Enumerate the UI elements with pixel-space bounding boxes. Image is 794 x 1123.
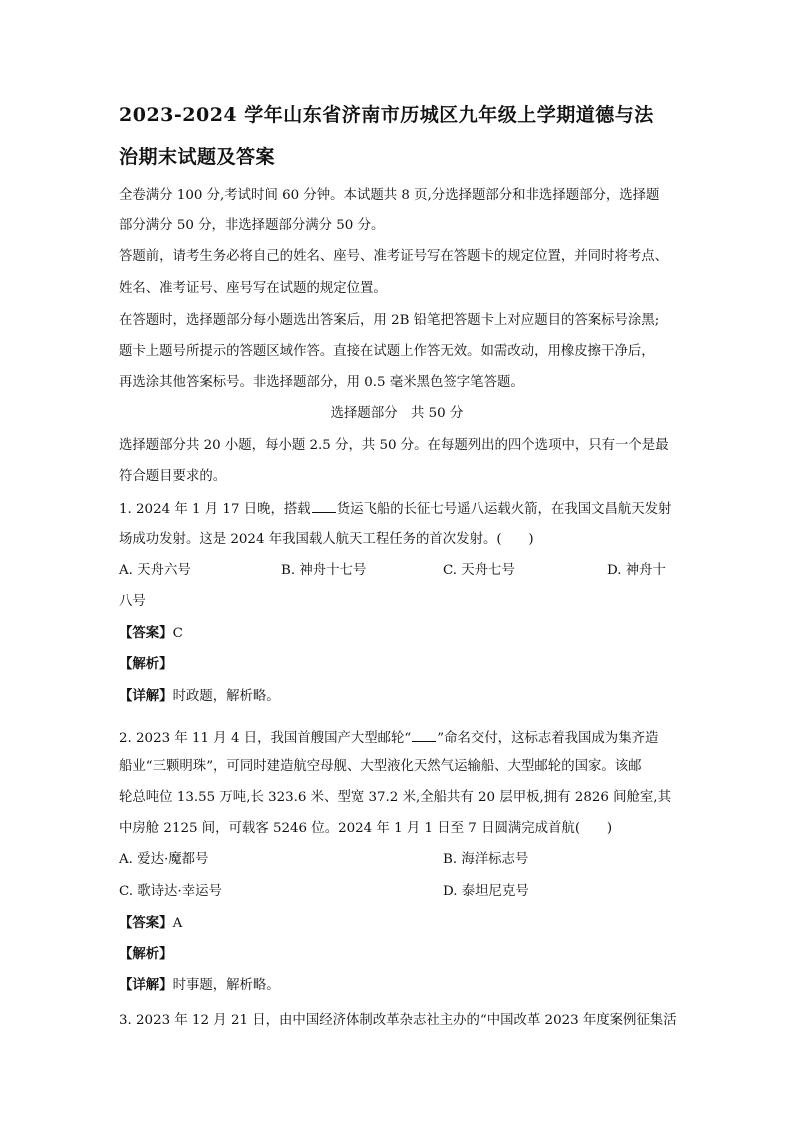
- question-2-option-b: B. 海洋标志号: [443, 852, 529, 867]
- question-3-line-1: 3. 2023 年 12 月 21 日，由中国经济体制改革杂志社主办的“中国改革 2023 年度案例征集活: [119, 1013, 677, 1028]
- question-1-option-d-wrap: 八号: [119, 594, 146, 609]
- answer-label: 【答案】: [119, 625, 173, 641]
- question-2-option-a: A. 爱达·魔都号: [119, 852, 209, 867]
- doc-title-line-2: 治期末试题及答案: [119, 146, 276, 168]
- question-1-option-c: C. 天舟七号: [443, 563, 515, 578]
- question-2-blank: [412, 729, 436, 742]
- intro-line-1: 全卷满分 100 分,考试时间 60 分钟。本试题共 8 页,分选择题部分和非选择题部分，选择题: [119, 188, 660, 203]
- question-1-line-2: 场成功发射。这是 2024 年我国载人航天工程任务的首次发射。( ): [119, 532, 534, 547]
- question-1-line-1: [119, 500, 671, 519]
- section-desc-line-2: 符合题目要求的。: [119, 469, 227, 484]
- question-1-text-b: 货运飞船的长征七号遥八运载火箭，在我国文昌航天发射: [336, 502, 672, 517]
- question-1-analysis-label: 【解析】: [119, 656, 173, 672]
- question-1-answer: [119, 624, 183, 643]
- detail-label: 【详解】: [119, 688, 173, 704]
- question-1-blank: [312, 500, 336, 513]
- detail-label: 【详解】: [119, 977, 173, 993]
- doc-title-line-1: 2023-2024 学年山东省济南市历城区九年级上学期道德与法: [119, 104, 654, 126]
- answer-value: A: [172, 916, 183, 931]
- intro-line-5: 在答题时，选择题部分每小题选出答案后，用 2B 铅笔把答题卡上对应题目的答案标号涂黑;: [119, 313, 660, 328]
- question-2-text-b: ”命名交付，这标志着我国成为集齐造: [437, 731, 659, 746]
- question-2-analysis-label: 【解析】: [119, 946, 173, 962]
- question-1-detail: [119, 687, 280, 706]
- question-2-line-4: 中房舱 2125 间，可载客 5246 位。2024 年 1 月 1 日至 7 日圆满完成首航( ): [119, 821, 613, 836]
- answer-value: C: [172, 626, 183, 641]
- question-1-option-a: A. 天舟六号: [119, 563, 191, 578]
- question-1-option-b: B. 神舟十七号: [281, 563, 367, 578]
- question-1-option-d: D. 神舟十: [607, 563, 666, 578]
- intro-line-6: 题卡上题号所提示的答题区域作答。直接在试题上作答无效。如需改动，用橡皮擦干净后，: [119, 344, 655, 359]
- question-1-text-a: 1. 2024 年 1 月 17 日晚，搭载: [119, 502, 311, 517]
- question-2-line-1: [119, 729, 658, 748]
- section-heading: 选择题部分 共 50 分: [330, 406, 464, 421]
- detail-text: 时事题，解析略。: [172, 978, 280, 993]
- question-2-line-3: 轮总吨位 13.55 万吨,长 323.6 米、型宽 37.2 米,全船共有 20 层甲板,拥有 2826 间舱室,其: [119, 790, 671, 805]
- answer-label: 【答案】: [119, 915, 173, 931]
- detail-text: 时政题，解析略。: [172, 689, 280, 704]
- question-2-option-c: C. 歌诗达·幸运号: [119, 884, 222, 899]
- question-2-option-d: D. 泰坦尼克号: [443, 884, 529, 899]
- question-2-answer: [119, 914, 182, 933]
- intro-line-4: 姓名、准考证号、座号写在试题的规定位置。: [119, 281, 387, 296]
- intro-line-7: 再选涂其他答案标号。非选择题部分，用 0.5 毫米黑色签字笔答题。: [119, 375, 524, 390]
- question-2-text-a: 2. 2023 年 11 月 4 日，我国首艘国产大型邮轮“: [119, 731, 412, 746]
- section-desc-line-1: 选择题部分共 20 小题，每小题 2.5 分，共 50 分。在每题列出的四个选项中，只有一个是最: [119, 438, 669, 453]
- intro-line-3: 答题前，请考生务必将自己的姓名、座号、准考证号写在答题卡的规定位置，并同时将考点、: [119, 249, 669, 264]
- question-2-line-2: 船业“三颗明珠”，可同时建造航空母舰、大型液化天然气运输船、大型邮轮的国家。该邮: [119, 759, 642, 774]
- question-2-detail: [119, 976, 280, 995]
- intro-line-2: 部分满分 50 分，非选择题部分满分 50 分。: [119, 218, 385, 233]
